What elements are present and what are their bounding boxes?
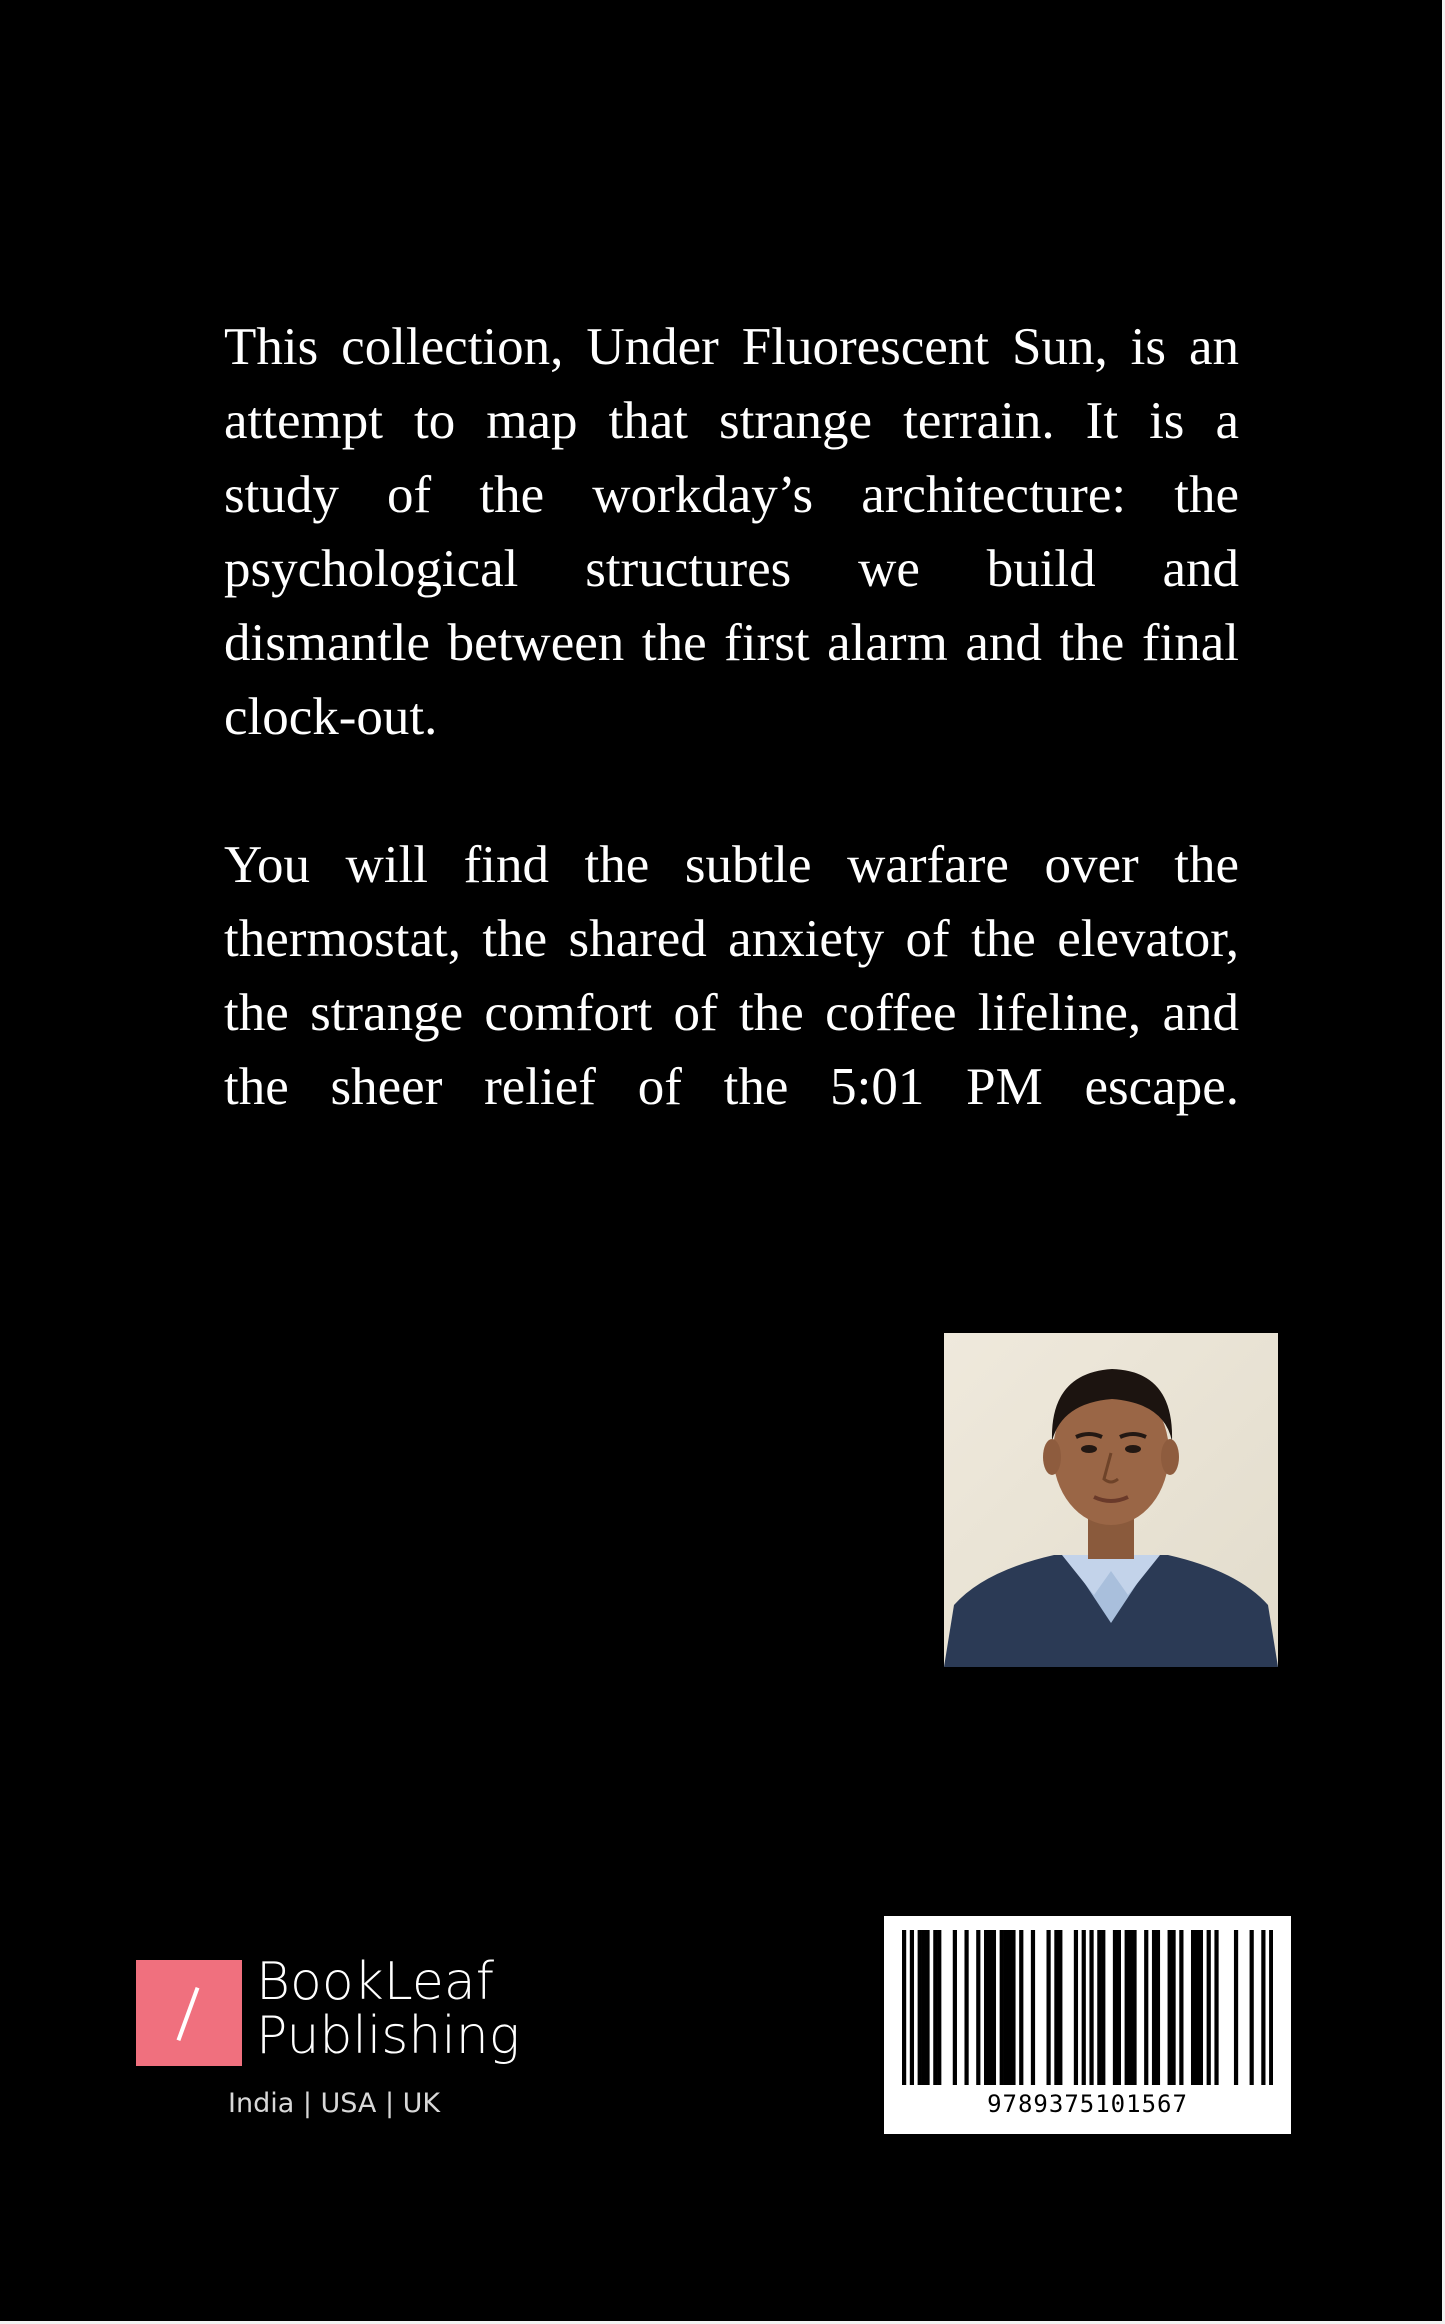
barcode-bar (953, 1930, 957, 2085)
barcode-bars-icon (902, 1930, 1273, 2085)
barcode-bar (1195, 1930, 1199, 2085)
publisher-name-line2: Publishing (256, 2006, 520, 2066)
barcode-bar (1191, 1930, 1195, 2085)
barcode-bar (1156, 1930, 1160, 2085)
barcode-bar (1144, 1930, 1148, 2085)
isbn-number: 9789375101567 (987, 2090, 1188, 2118)
author-portrait-icon (944, 1333, 1278, 1667)
blurb-line: the sheer relief of the 5:01 PM escape. (224, 1058, 1239, 1116)
blurb-line: attempt to map that strange terrain. It is a (224, 392, 1239, 450)
author-photo (944, 1333, 1278, 1667)
barcode-bar (1129, 1930, 1133, 2085)
back-cover-blurb (224, 310, 1239, 1124)
publisher-logo-mark (136, 1960, 242, 2066)
publisher-name-line1: BookLeaf (256, 1952, 495, 2012)
barcode-bar (933, 1930, 937, 2085)
barcode-bar (1031, 1930, 1035, 2085)
barcode-bar (1168, 1930, 1172, 2085)
barcode-bar (1152, 1930, 1156, 2085)
barcode-bar (988, 1930, 992, 2085)
barcode-bar (1113, 1930, 1117, 2085)
blurb-line: This collection, Under Fluorescent Sun, is an (224, 318, 1239, 376)
barcode-bar (1207, 1930, 1211, 2085)
barcode-bar (1046, 1930, 1050, 2085)
barcode-bar (1199, 1930, 1203, 2085)
blurb-line: the strange comfort of the coffee lifeline, and (224, 984, 1239, 1042)
barcode-bar (1097, 1930, 1101, 2085)
barcode-bar (902, 1930, 906, 2085)
barcode-bar (976, 1930, 980, 2085)
paragraph-gap (224, 754, 1239, 828)
barcode-bar (1117, 1930, 1121, 2085)
barcode-bar (1007, 1930, 1011, 2085)
blurb-line: psychological structures we build and (224, 540, 1239, 598)
barcode-bar (1179, 1930, 1183, 2085)
barcode-bar (937, 1930, 941, 2085)
barcode-bar (1004, 1930, 1008, 2085)
barcode-bar (1261, 1930, 1265, 2085)
barcode-bar (1089, 1930, 1093, 2085)
blurb-line: clock-out. (224, 688, 438, 746)
barcode-bar (918, 1930, 922, 2085)
barcode-bar (1058, 1930, 1062, 2085)
barcode-bar (964, 1930, 968, 2085)
isbn-barcode (884, 1916, 1291, 2134)
barcode-bar (910, 1930, 914, 2085)
blurb-line: thermostat, the shared anxiety of the elevator, (224, 910, 1239, 968)
barcode-bar (1101, 1930, 1105, 2085)
publisher-regions: India | USA | UK (228, 2088, 441, 2119)
barcode-bar (925, 1930, 929, 2085)
blurb-line: You will find the subtle warfare over the (224, 836, 1239, 894)
barcode-bar (1019, 1930, 1023, 2085)
blurb-line: dismantle between the first alarm and the final (224, 614, 1239, 672)
barcode-bar (1011, 1930, 1015, 2085)
barcode-bar (1214, 1930, 1218, 2085)
blurb-line: study of the workday’s architecture: the (224, 466, 1239, 524)
barcode-bar (1234, 1930, 1238, 2085)
barcode-bar (1000, 1930, 1004, 2085)
barcode-bar (984, 1930, 988, 2085)
barcode-bar (1074, 1930, 1078, 2085)
barcode-bar (992, 1930, 996, 2085)
barcode-bar (1082, 1930, 1086, 2085)
barcode-bar (922, 1930, 926, 2085)
barcode-bar (1250, 1930, 1254, 2085)
barcode-bar (1054, 1930, 1058, 2085)
barcode-bar (1132, 1930, 1136, 2085)
slash-icon (177, 1987, 200, 2041)
barcode-bar (1125, 1930, 1129, 2085)
barcode-bar (1171, 1930, 1175, 2085)
barcode-bar (1269, 1930, 1273, 2085)
